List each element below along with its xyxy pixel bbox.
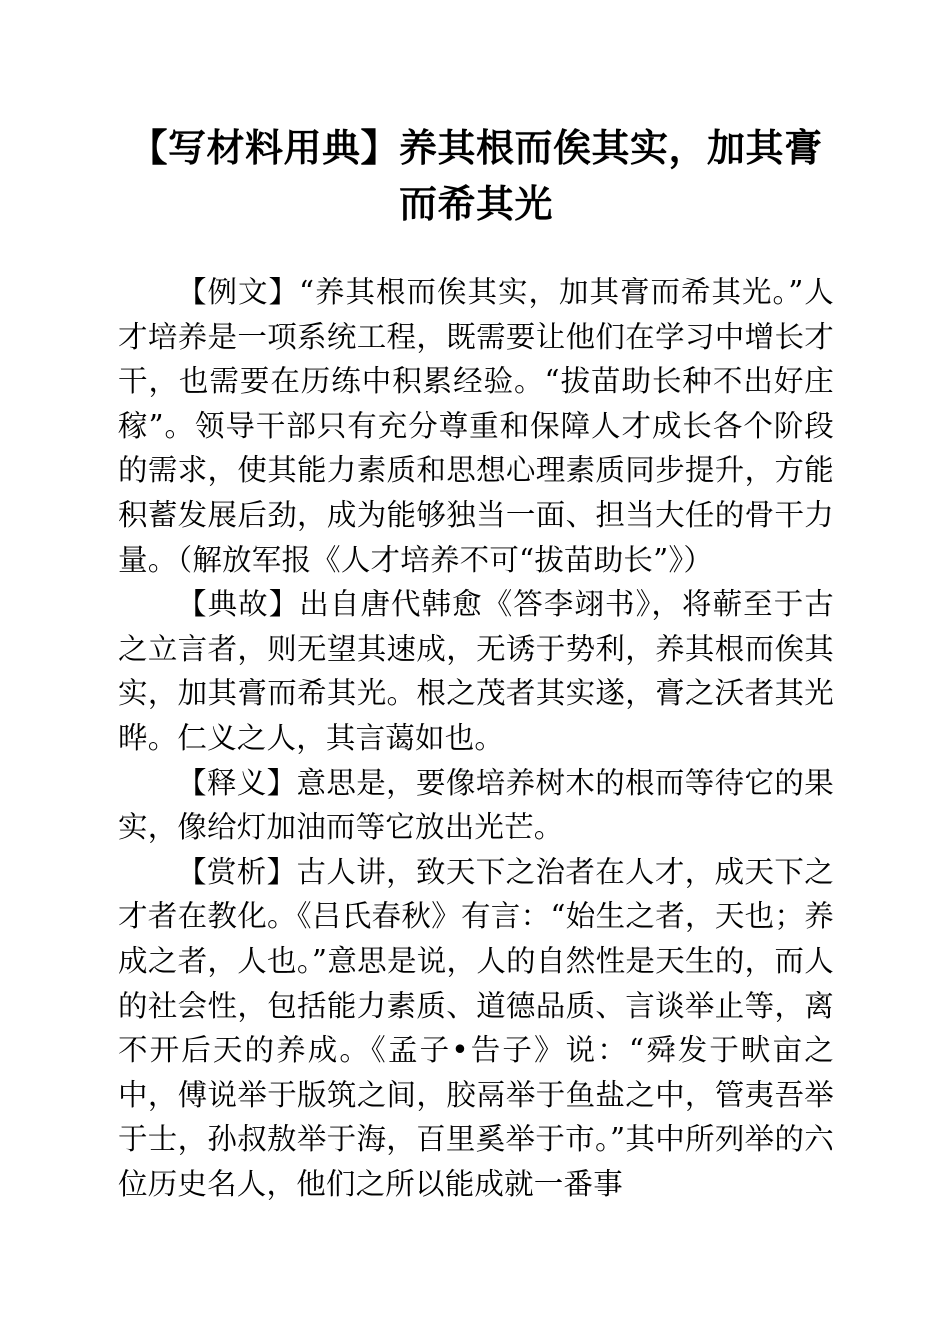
section-marker-shiyi: 【释义】 (177, 764, 297, 800)
document-text-block (118, 120, 834, 1206)
section-text-diangu: 出自唐代韩愈《答李翊书》，将蕲至于古之立言者，则无望其速成，无诱于势利，养其根而俟其实，加其膏而希其光。根之茂者其实遂，膏之沃者其光晔。仁义之人，其言蔼如也。 (118, 587, 834, 755)
section-marker-shangxi: 【赏析】 (177, 853, 297, 889)
section-text-shiyi: 意思是，要像培养树木的根而等待它的果实，像给灯加油而等它放出光芒。 (118, 765, 834, 845)
section-marker-liwen: 【例文】 (177, 274, 299, 309)
paragraph-diangu (118, 582, 834, 760)
page-title: 【写材料用典】养其根而俟其实，加其膏而希其光 (129, 125, 823, 226)
paragraph-shangxi (118, 850, 834, 1207)
section-text-liwen: “养其根而俟其实，加其膏而希其光。”人才培养是一项系统工程，既需要让他们在学习中增长才干，也需要在历练中积累经验。“拔苗助长种不出好庄稼”。领导干部只有充分尊重和保障人才成长各个阶段的需求，使其能力素质和思想心理素质同步提升，方能积蓄发展后劲，成为能够独当一面、担当大任的骨干力量。（解放军报《人才培养不可“拔苗助长”》） (118, 275, 834, 577)
section-text-shangxi: 古人讲，致天下之治者在人才，成天下之才者在教化。《吕氏春秋》有言：“始生之者，天也；养成之者，人也。”意思是说，人的自然性是天生的，而人的社会性，包括能力素质、道德品质、言谈举止等，离不开后天的养成。《孟子•告子》说：“舜发于畎亩之中，傅说举于版筑之间，胶鬲举于鱼盐之中，管夷吾举于士，孙叔敖举于海，百里奚举于市。”其中所列举的六位历史名人，他们之所以能成就一番事 (118, 854, 834, 1201)
paragraph-liwen (118, 270, 834, 582)
paragraph-shiyi (118, 761, 834, 850)
section-marker-diangu: 【典故】 (177, 586, 300, 622)
